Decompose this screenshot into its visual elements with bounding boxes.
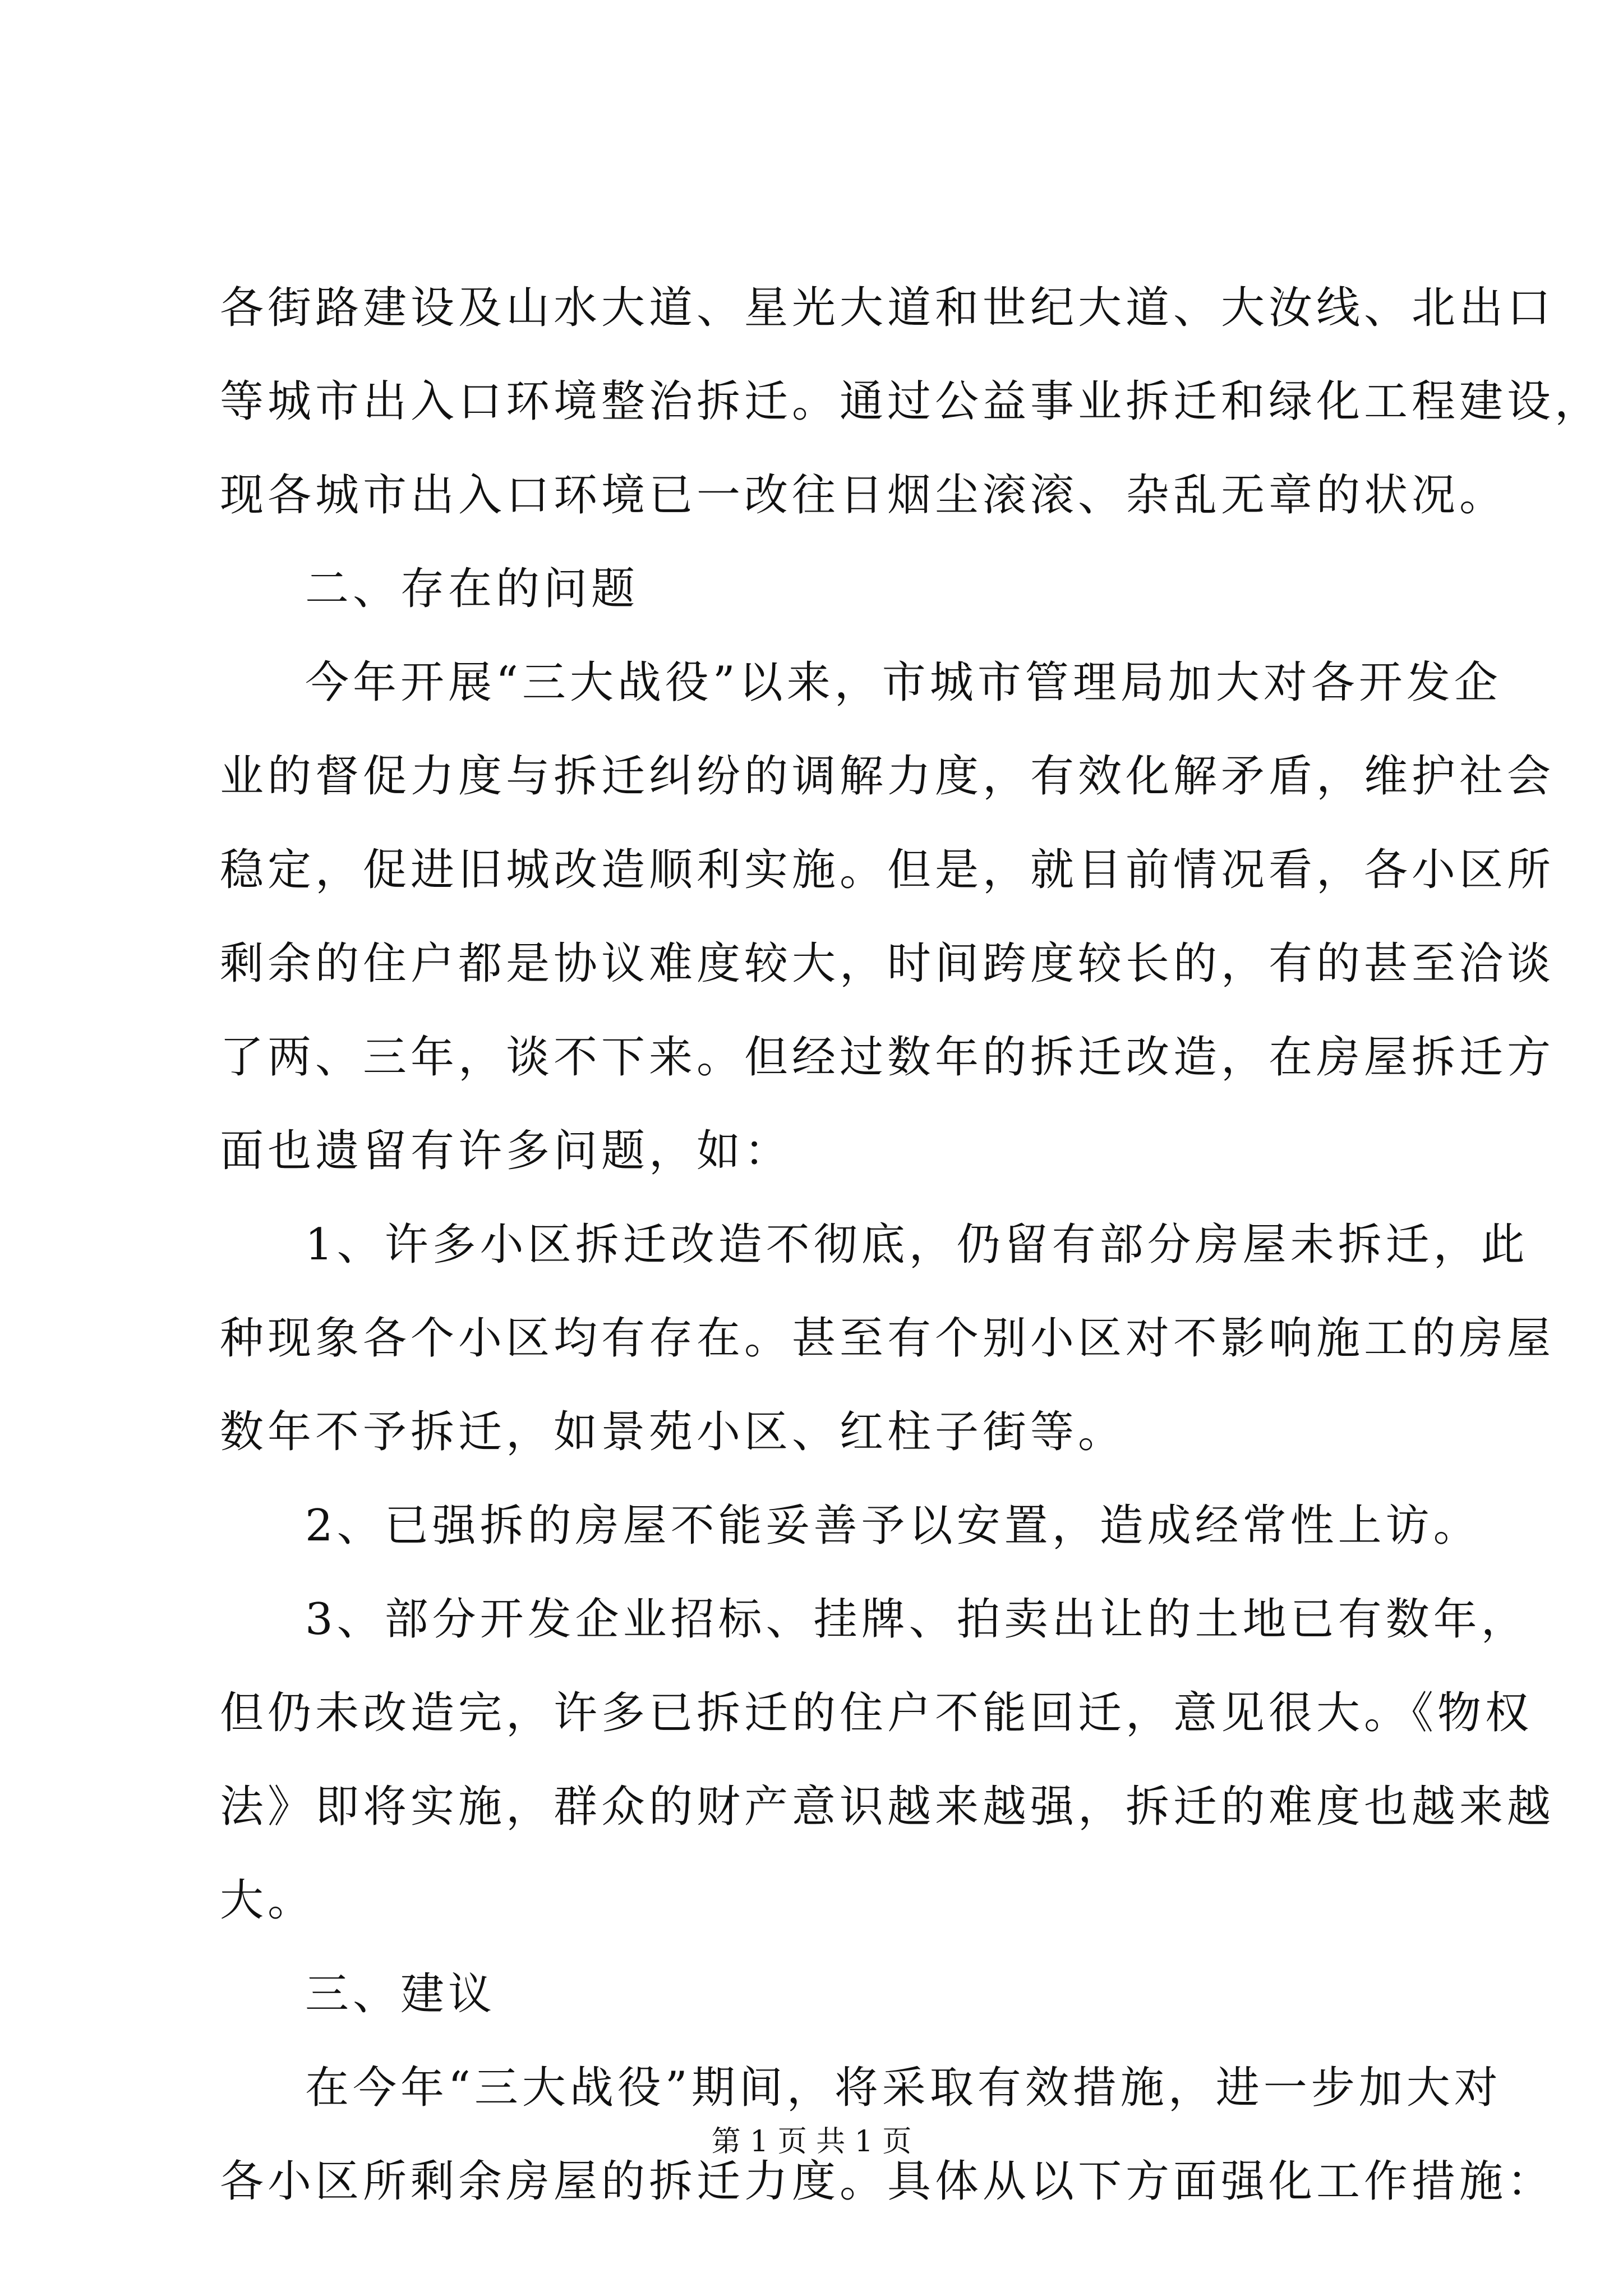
text-line: 大。 bbox=[220, 1875, 316, 1926]
page-number-footer: 第 1 页 共 1 页 bbox=[711, 2125, 912, 2159]
text-line: 等城市出入口环境整治拆迁。通过公益事业拆迁和绿化工程建设， bbox=[220, 376, 1603, 427]
list-item: 1、许多小区拆迁改造不彻底，仍留有部分房屋未拆迁，此 bbox=[305, 1220, 1529, 1270]
text-line: 现各城市出入口环境已一改往日烟尘滚滚、杂乱无章的状况。 bbox=[220, 470, 1507, 521]
text-line: 今年开展“三大战役”以来，市城市管理局加大对各开发企 bbox=[305, 657, 1502, 708]
text-line: 剩余的住户都是协议难度较大，时间跨度较长的，有的甚至洽谈 bbox=[220, 938, 1555, 989]
text-line: 但仍未改造完，许多已拆迁的住户不能回迁，意见很大。《物权 bbox=[220, 1688, 1533, 1738]
text-line: 了两、三年，谈不下来。但经过数年的拆迁改造，在房屋拆迁方 bbox=[220, 1032, 1555, 1083]
list-item: 2、已强拆的房屋不能妥善予以安置，造成经常性上访。 bbox=[305, 1501, 1481, 1551]
text-line: 各小区所剩余房屋的拆迁力度。具体从以下方面强化工作措施： bbox=[220, 2156, 1555, 2207]
text-line: 法》即将实施，群众的财产意识越来越强，拆迁的难度也越来越 bbox=[220, 1782, 1555, 1832]
text-line: 在今年“三大战役”期间，将采取有效措施，进一步加大对 bbox=[305, 2063, 1502, 2113]
list-item: 3、部分开发企业招标、挂牌、拍卖出让的土地已有数年， bbox=[305, 1594, 1529, 1645]
text-line: 稳定，促进旧城改造顺利实施。但是，就目前情况看，各小区所 bbox=[220, 845, 1555, 895]
text-line: 面也遗留有许多问题，如： bbox=[220, 1126, 792, 1176]
body-text bbox=[220, 261, 1603, 2229]
section-heading: 三、建议 bbox=[305, 1969, 496, 2019]
text-line: 数年不予拆迁，如景苑小区、红柱子街等。 bbox=[220, 1407, 1126, 1457]
text-line: 种现象各个小区均有存在。甚至有个别小区对不影响施工的房屋 bbox=[220, 1313, 1555, 1364]
section-heading: 二、存在的问题 bbox=[305, 564, 639, 614]
text-line: 各街路建设及山水大道、星光大道和世纪大道、大汝线、北出口 bbox=[220, 283, 1555, 333]
text-line: 业的督促力度与拆迁纠纷的调解力度，有效化解矛盾，维护社会 bbox=[220, 751, 1555, 802]
